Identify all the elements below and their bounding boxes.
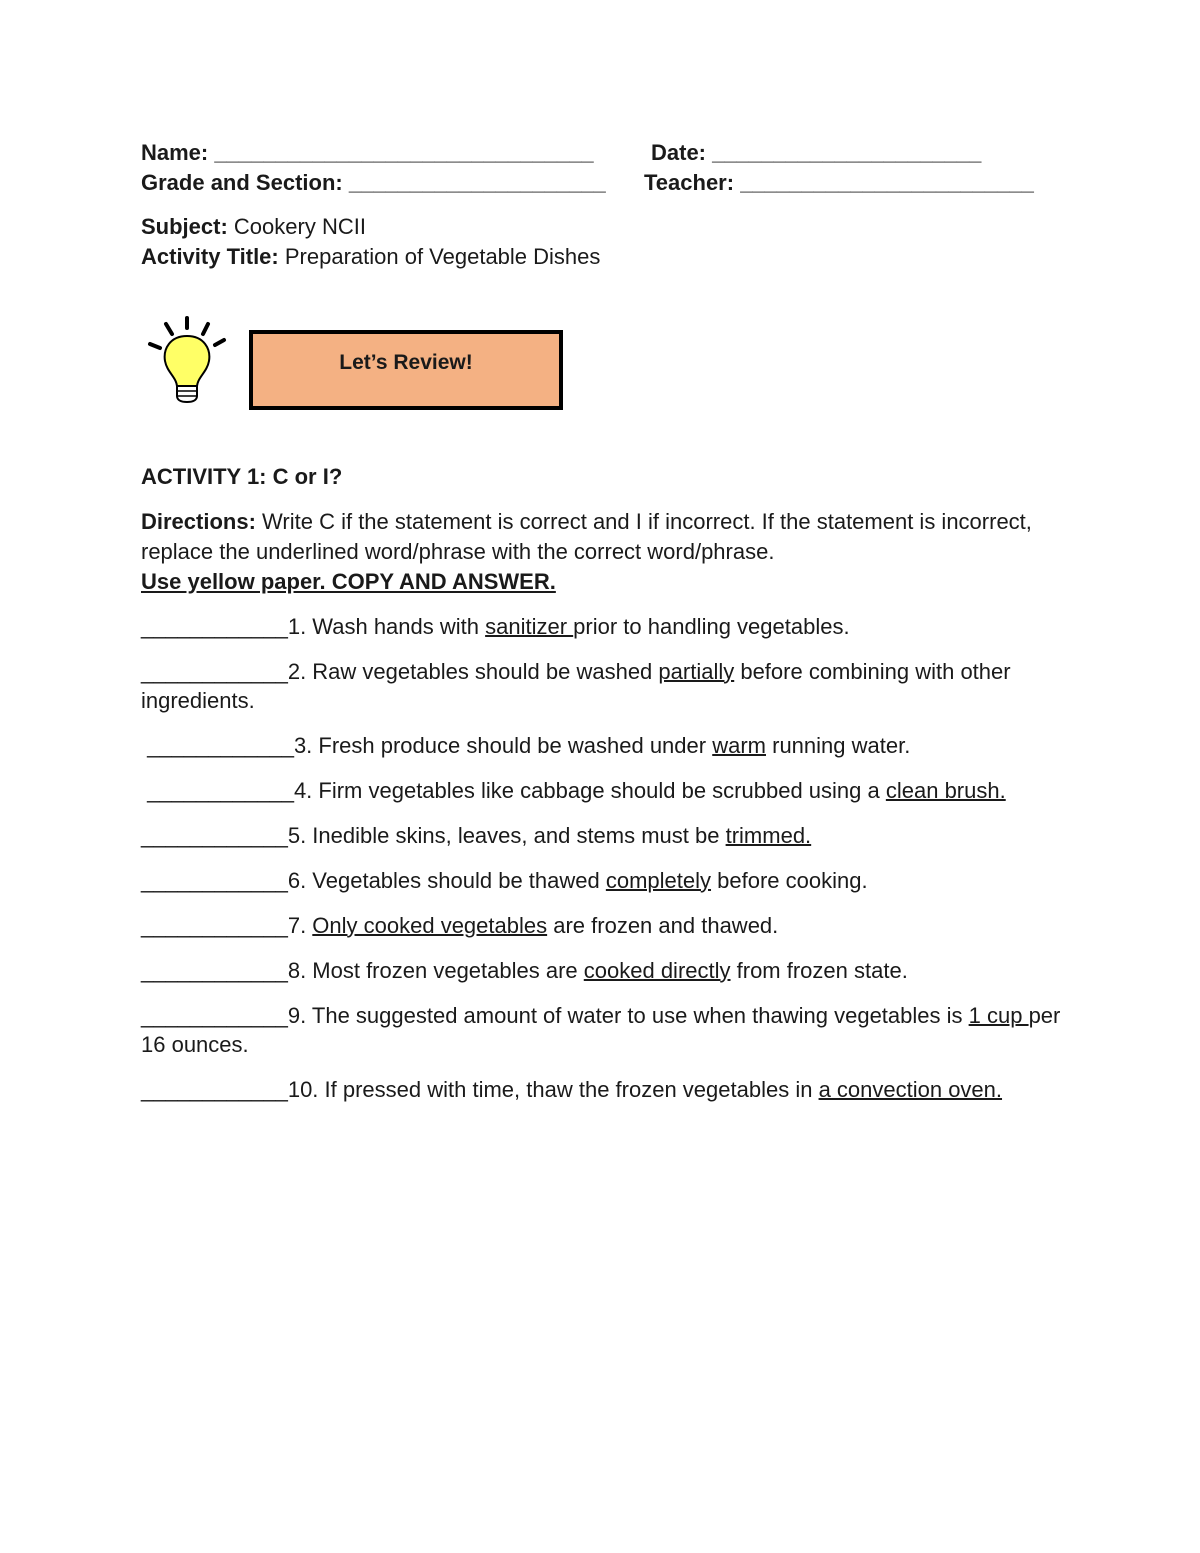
directions [141, 507, 1061, 567]
question-text: 2. Raw vegetables should be washed [287, 659, 659, 684]
review-banner [141, 272, 1061, 462]
answer-blank: ____________ [141, 778, 294, 803]
question-item [141, 866, 1061, 895]
question-text: 9. The suggested amount of water to use when thawing vegetables is [287, 1003, 969, 1028]
header-row-1 [141, 138, 1061, 168]
date-blank: ______________________ [706, 140, 982, 165]
directions-label: Directions: [141, 509, 256, 534]
answer-blank: ____________ [141, 913, 288, 938]
activity-heading: ACTIVITY 1: C or I? [141, 464, 343, 489]
answer-blank: ____________ [141, 659, 288, 684]
underlined-phrase: completely [605, 868, 712, 893]
answer-blank: ____________ [141, 614, 288, 639]
activity-title-label: Activity Title: [141, 244, 279, 269]
question-text: 7. [287, 913, 313, 938]
answer-blank: ____________ [141, 733, 294, 758]
question-list [141, 612, 1061, 1104]
underlined-phrase: clean brush. [885, 778, 1006, 803]
light-bulb-icon [146, 316, 228, 408]
question-text: 1. Wash hands with [287, 614, 486, 639]
question-item [141, 731, 1061, 760]
question-text: 5. Inedible skins, leaves, and stems must be [287, 823, 726, 848]
date-label: Date: [651, 140, 707, 165]
question-text-end: running water. [766, 733, 911, 758]
teacher-label: Teacher: [644, 170, 735, 195]
question-text-end: from frozen state. [730, 958, 908, 983]
name-label: Name: [141, 140, 209, 165]
question-item [141, 1075, 1061, 1104]
header-row-2 [141, 168, 1061, 198]
underlined-phrase: partially [658, 659, 735, 684]
question-item [141, 956, 1061, 985]
answer-blank: ____________ [141, 1077, 288, 1102]
answer-blank: ____________ [141, 958, 288, 983]
question-text: 8. Most frozen vegetables are [287, 958, 584, 983]
underlined-phrase: warm [712, 733, 766, 758]
grade-section-label: Grade and Section: [141, 170, 343, 195]
subject-value: Cookery NCII [227, 214, 366, 239]
teacher-blank: ________________________ [734, 170, 1034, 195]
underlined-phrase: sanitizer [485, 614, 574, 639]
directions-text: Write C if the statement is correct and I if incorrect. If the statement is incorrect, replace the underlined word/phrase with the correct word/phrase. [141, 509, 1032, 564]
question-text-end: before combining with other ingredients. [141, 659, 1011, 713]
underlined-phrase: 1 cup [968, 1003, 1029, 1028]
answer-blank: ____________ [141, 868, 288, 893]
question-item [141, 612, 1061, 641]
question-text: 10. If pressed with time, thaw the frozen vegetables in [287, 1077, 819, 1102]
question-text-end: prior to handling vegetables. [573, 614, 850, 639]
question-text-end: before cooking. [711, 868, 868, 893]
underlined-phrase: a convection oven. [818, 1077, 1003, 1102]
question-text: 6. Vegetables should be thawed [287, 868, 606, 893]
worksheet [141, 138, 1061, 1104]
question-text: 4. Firm vegetables like cabbage should be scrubbed using a [293, 778, 886, 803]
question-item [141, 657, 1061, 715]
underlined-phrase: cooked directly [583, 958, 731, 983]
question-text-end: are frozen and thawed. [547, 913, 779, 938]
subject-label: Subject: [141, 214, 228, 239]
grade-section-blank: _____________________ [342, 170, 606, 195]
question-item [141, 911, 1061, 940]
underlined-phrase: trimmed. [725, 823, 812, 848]
question-item [141, 776, 1061, 805]
name-blank: _______________________________ [208, 140, 594, 165]
question-text-end: per 16 ounces. [141, 1003, 1061, 1057]
answer-blank: ____________ [141, 823, 288, 848]
instruction-text: Use yellow paper. COPY AND ANSWER. [141, 569, 556, 594]
question-item [141, 821, 1061, 850]
question-item [141, 1001, 1061, 1059]
activity-title-value: Preparation of Vegetable Dishes [278, 244, 601, 269]
lets-review-box: Let’s Review! [249, 330, 563, 410]
answer-blank: ____________ [141, 1003, 288, 1028]
subject-block [141, 212, 1061, 272]
underlined-phrase: Only cooked vegetables [312, 913, 548, 938]
question-text: 3. Fresh produce should be washed under [293, 733, 713, 758]
